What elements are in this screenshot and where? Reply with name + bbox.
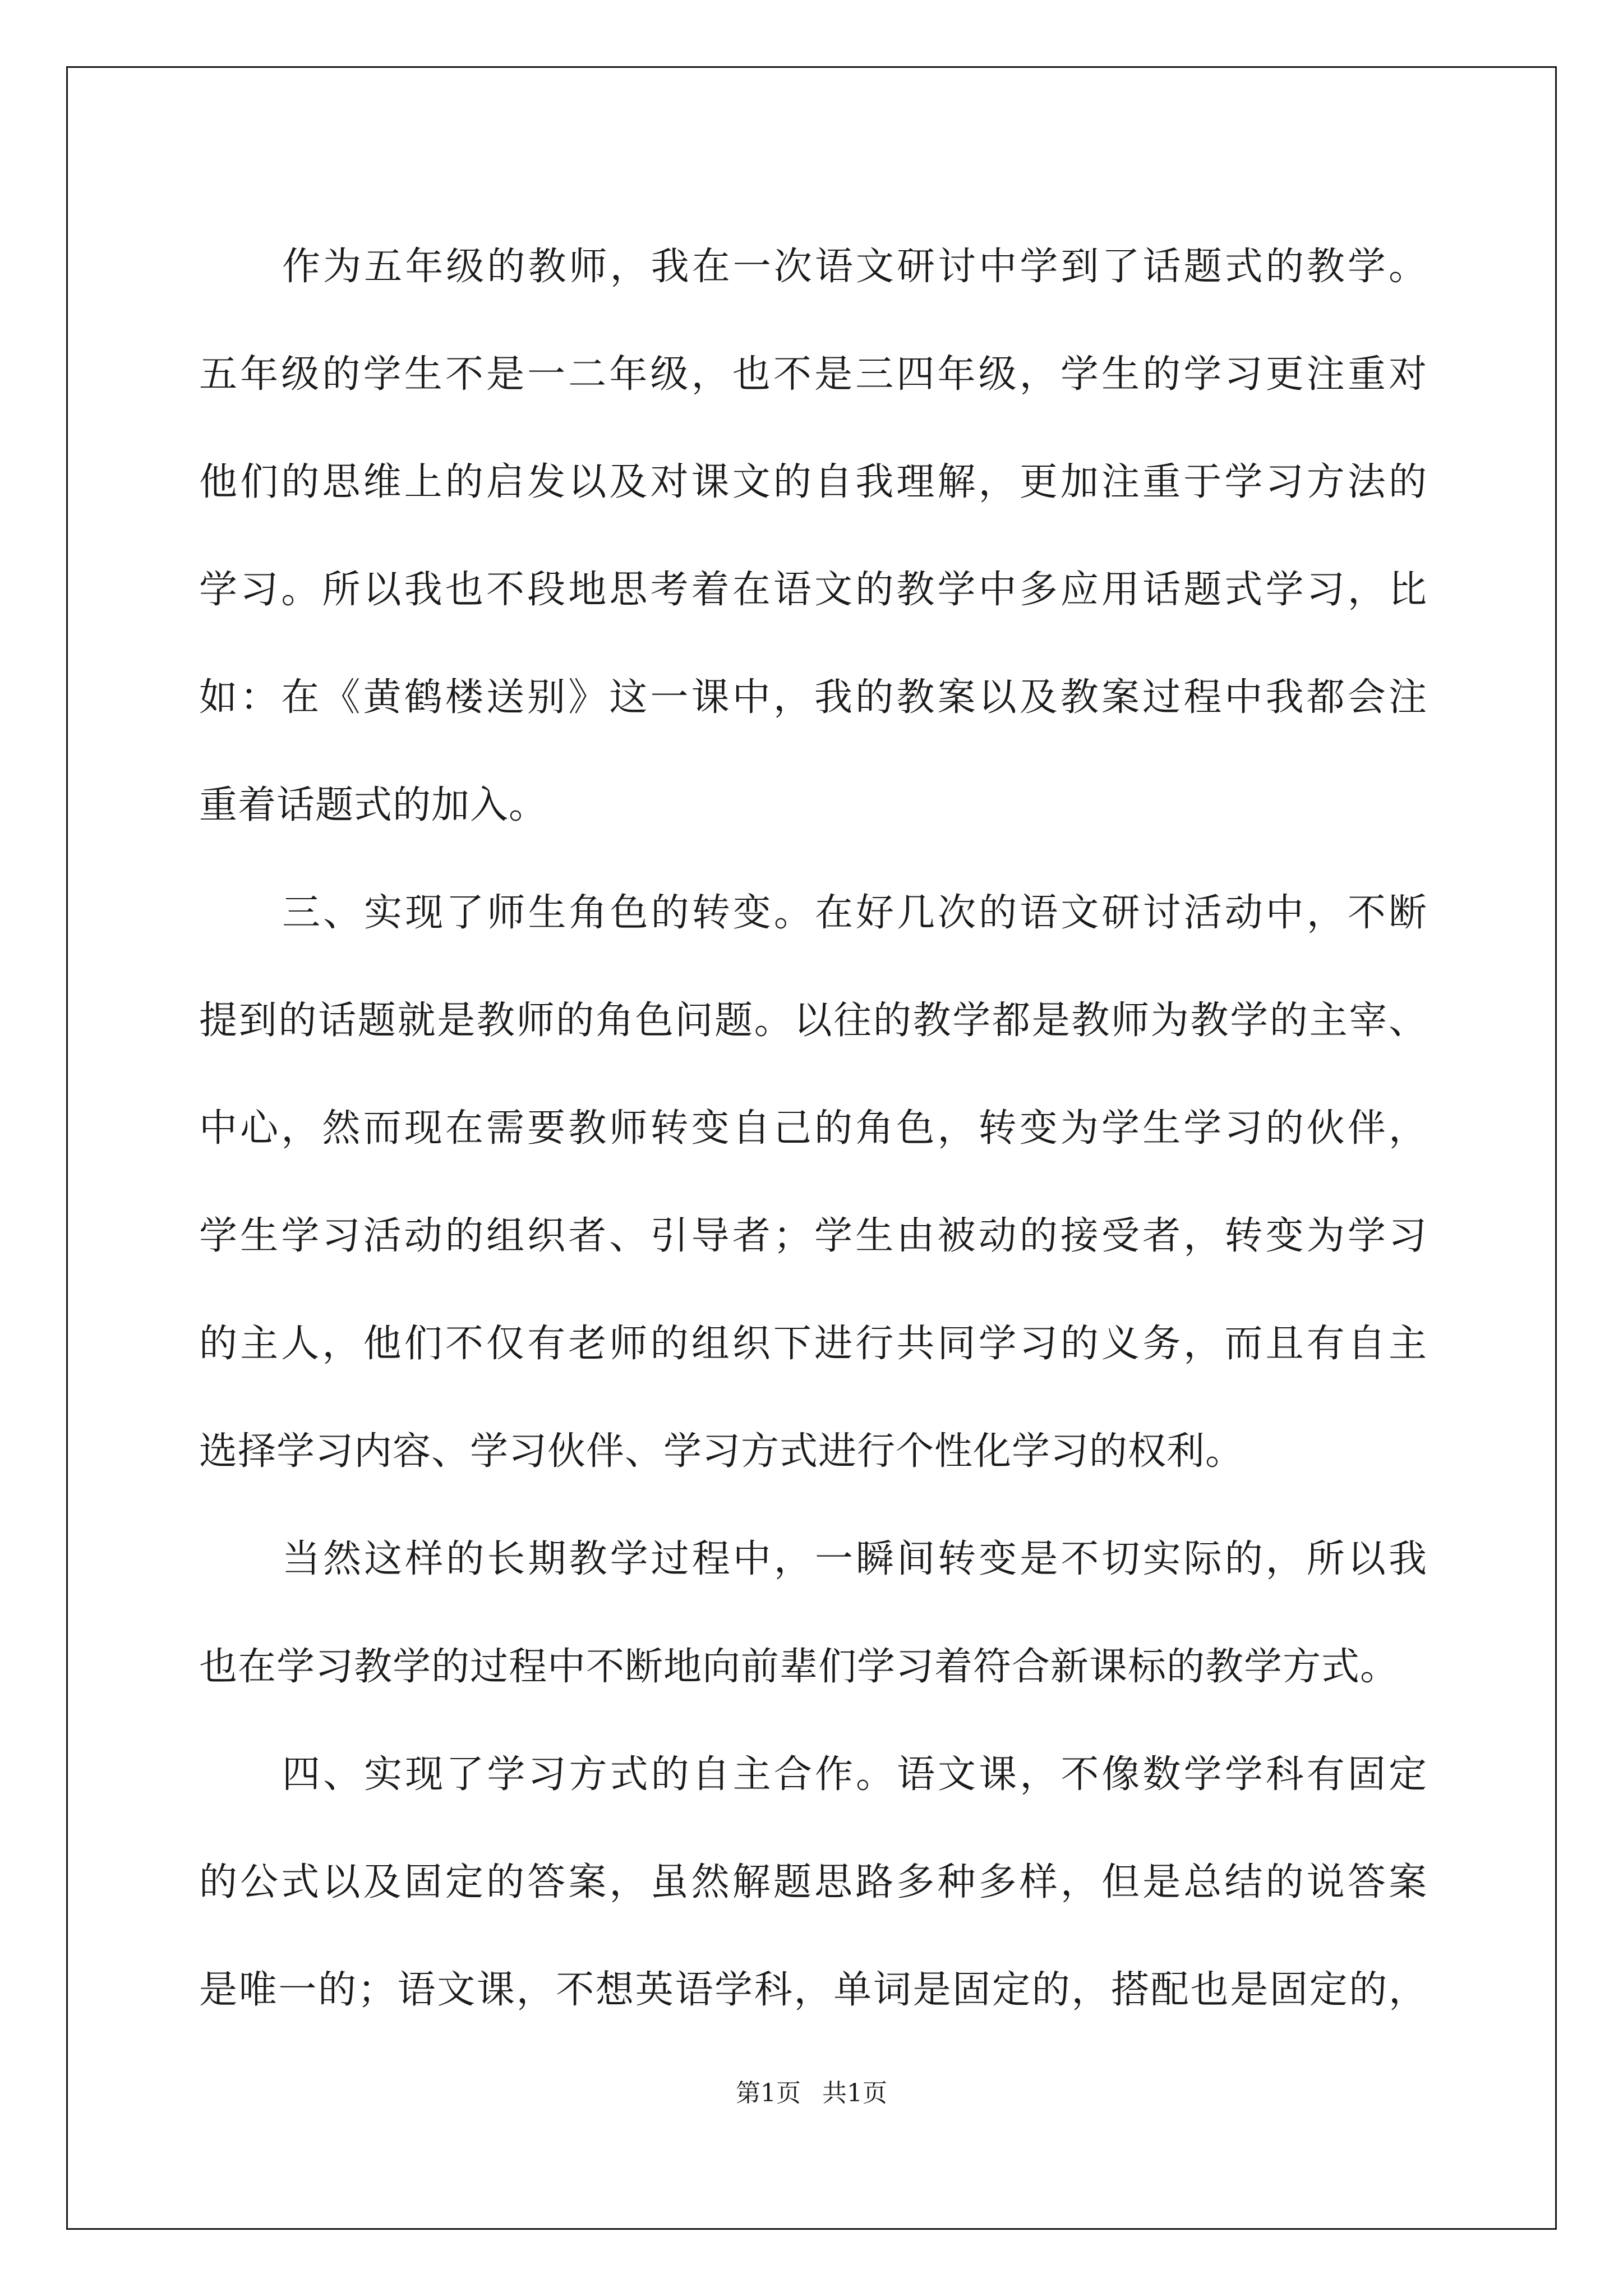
paragraph-2-line-3: 中心，然而现在需要教师转变自己的角色，转变为学生学习的伙伴， xyxy=(199,1106,1427,1151)
paragraph-3-line-2: 也在学习教学的过程中不断地向前辈们学习着符合新课标的教学方式。 xyxy=(199,1645,1399,1689)
paragraph-1-line-2: 五年级的学生不是一二年级，也不是三四年级，学生的学习更注重对 xyxy=(199,352,1427,397)
paragraph-4-line-3: 是唯一的；语文课，不想英语学科，单词是固定的，搭配也是固定的， xyxy=(199,1968,1427,2012)
paragraph-1-line-6: 重着话题式的加入。 xyxy=(199,783,548,827)
paragraph-1-line-5: 如：在《黄鹤楼送别》这一课中，我的教案以及教案过程中我都会注 xyxy=(199,675,1427,720)
paragraph-4-line-2: 的公式以及固定的答案，虽然解题思路多种多样，但是总结的说答案 xyxy=(199,1860,1427,1904)
paragraph-1-line-3: 他们的思维上的启发以及对课文的自我理解，更加注重于学习方法的 xyxy=(199,460,1427,504)
paragraph-2-line-2: 提到的话题就是教师的角色问题。以往的教学都是教师为教学的主宰、 xyxy=(199,999,1427,1043)
paragraph-2-line-4: 学生学习活动的组织者、引导者；学生由被动的接受者，转变为学习 xyxy=(199,1214,1427,1258)
document-body xyxy=(199,213,1427,2044)
paragraph-2-line-6: 选择学习内容、学习伙伴、学习方式进行个性化学习的权利。 xyxy=(199,1429,1244,1474)
page-footer xyxy=(0,2073,1623,2109)
page-number-label: 第1页 xyxy=(736,2079,801,2108)
paragraph-1-line-1: 作为五年级的教师，我在一次语文研讨中学到了话题式的教学。 xyxy=(282,245,1427,289)
paragraph-1-line-4: 学习。所以我也不段地思考着在语文的教学中多应用话题式学习，比 xyxy=(199,568,1427,612)
total-pages-label: 共1页 xyxy=(822,2079,887,2108)
paragraph-2-line-1: 三、实现了师生角色的转变。在好几次的语文研讨活动中，不断 xyxy=(282,891,1427,935)
paragraph-3-line-1: 当然这样的长期教学过程中，一瞬间转变是不切实际的，所以我 xyxy=(282,1537,1427,1581)
paragraph-4-line-1: 四、实现了学习方式的自主合作。语文课，不像数学学科有固定 xyxy=(282,1752,1427,1797)
paragraph-2-line-5: 的主人，他们不仅有老师的组织下进行共同学习的义务，而且有自主 xyxy=(199,1322,1427,1366)
